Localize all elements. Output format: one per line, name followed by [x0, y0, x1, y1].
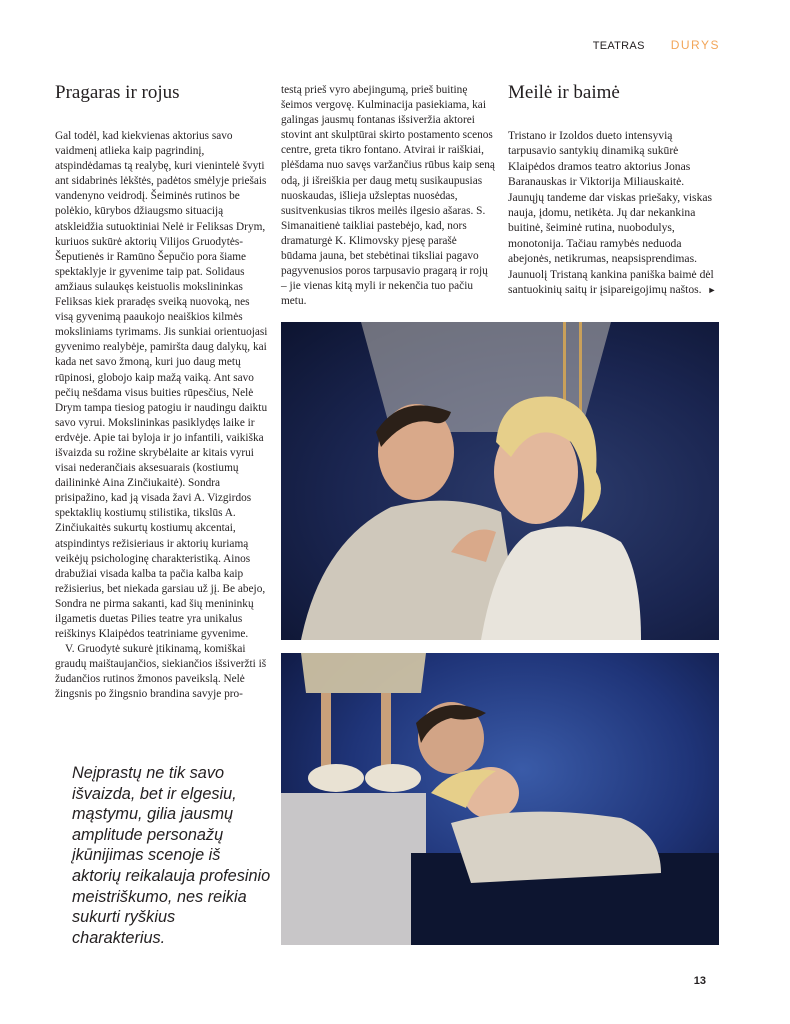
stage-photo-fountain — [281, 653, 719, 945]
middle-paragraph: testą prieš vyro abejingumą, prieš buitinę šeimos vergovę. Kulminacija pasiekiama, kai galingas jausmų fontanas išsiveržia aktorei stovint ant skulptūrai skirto postamento scenos centre, greta tikro fontano. Atvirai ir raiškiai, plėšdama nuo savęs varžančius rūbus kaip seną odą, ji išreiškia per daug metų susikaupusias nuoskaudas, išlieja užsleptas nuosėdas, susitvenkusias tikros meilės ilgesio ašaras. S. Simanaitienė taikliai pastebėjo, kad, nors dramaturgė K. Klimovsky pjesę parašė būdama jauna, bet stebėtinai tiksliai pagavo pagyvenusios poros tarpusavio pragarą ir rojų – jie vienas kitą myli ir nekenčia tuo pačiu metu. — [281, 84, 495, 308]
right-paragraph-text: Tristano ir Izoldos dueto intensyvią tarpusavio santykių dinamiką sukūrė Klaipėdos dramos teatro aktorius Jonas Baranauskas ir Viktorija Miliauskaitė. Jaunųjų tandeme dar viskas priešaky, viskas nauja, įdomu, netikėta. Jų dar nekankina buitinė, šeiminė rutina, nuobodulys, monotonija. Tačiau ramybės neduoda abejonės, netikrumas, neapsisprendimas. Jaunuolį Tristaną kankina paniška baimė dėl santuokinių saitų ir įsipareigojimų naštos. — [508, 129, 714, 297]
standing-figure-dress — [301, 653, 426, 693]
woman-sweater — [451, 812, 661, 883]
right-column — [508, 128, 720, 298]
left-column — [55, 129, 270, 703]
stage-photo-embrace — [281, 322, 719, 640]
continue-arrow-icon: ► — [707, 285, 717, 296]
embrace-illustration — [281, 322, 719, 640]
middle-column — [281, 83, 495, 309]
leg-left — [321, 693, 331, 773]
left-paragraph-1: Gal todėl, kad kiekvienas aktorius savo vaidmenį atlieka kaip pagrindinį, atspindėdamas tą realybę, kuri vienintelė švyti ant sidabrinės lėkštės, padėtos smėlyje priešais vandenyno veidrodį. Šeiminės rutinos be polėkio, kūrybos džiaugsmo situaciją atskleidžia sutuoktiniai Nelė ir Feliksas Drym, kuriuos sukūrė aktorių Vilijos Gruodytės-Šeputienės ir Ramūno Šepučio pora šiame spektaklyje ir gyvenime taip pat. Solidaus amžiaus sulaukęs keistuolis mokslininkas Feliksas kiek praradęs sveiką nuovoką, nes visą gyvenimą paaukojo neaiškios kilmės moksliniams tyrimams. Jis sunkiai orientuojasi gyvenimo realybėje, pamiršta daug dalykų, kai kada net savo žmoną, kuri juo daug metų rūpinosi, globojo kaip mažą vaiką. Ant savo pečių nešdama visus buities rūpesčius, Nelė Drym tampa tiesiog patogiu ir naudingu daiktu savo vyrui. Mokslininkas pasiklydęs laike ir erdvėje. Apie tai byloja ir jo infantili, vaikiška išvaizda su rožine skrybėlaite ar kitais vyrui visai nederančiais aksesuarais (kostiumų dailininkė Aina Zinčiukaitė). Sondra prisipažino, kad ją visada žavi A. Vizgirdos spektaklių kostiumų stilistika, tikslūs A. Zinčiukaitės sukurtų kostiumų akcentai, atspindintys režisieriaus ir aktorių kuriamą veikėjų psichologinę charakteristiką. Ainos drabužiai visada kalba ta pačia kalba kaip režisierius, bet niekada garsiau už jį. Be abejo, Sondra ne pirma sakanti, kad šių menininkų ilgametis duetas Pilies teatre yra unikalus reiškinys Klaipėdos teatriniame gyvenime. — [55, 130, 268, 641]
pull-quote: Neįprastų ne tik savo išvaizda, bet ir elgesiu, mąstymu, gilia jausmų amplitude personažų įkūnijimas scenoje iš aktorių reikalauja profesinio meistriškumo, nes reikia sukurti ryškius charakterius. — [72, 764, 271, 947]
leg-right — [381, 693, 391, 773]
pedestal — [281, 793, 426, 945]
right-heading: Meilė ir baimė — [508, 82, 620, 103]
fountain-illustration — [281, 653, 719, 945]
shoe-left — [308, 764, 364, 792]
magazine-brand: DURYS — [670, 38, 720, 52]
section-label: TEATRAS — [592, 40, 645, 52]
page-header — [593, 38, 720, 52]
left-heading: Pragaras ir rojus — [55, 82, 180, 103]
right-paragraph — [508, 128, 720, 298]
shoe-right — [365, 764, 421, 792]
left-paragraph-2: V. Gruodytė sukurė įtikinamą, komiškai graudų maištaujančios, siekiančios išsiveržti iš žudančios rutinos žmonos paveikslą. Nelė žingsnis po žingsnio brandina savyje pro- — [55, 643, 267, 701]
page-number: 13 — [693, 975, 706, 987]
